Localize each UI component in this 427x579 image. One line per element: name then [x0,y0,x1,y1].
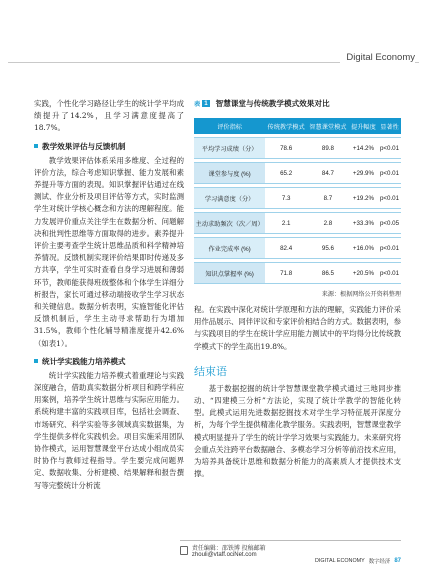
table-cell: 8.7 [307,187,349,209]
table-caption [194,98,401,109]
table-source-note: 来源：根据网络公开资料整理 [321,291,401,298]
left-paragraph-2: 教学效果评估体系采用多维度、全过程的评价方法，综合考虑知识掌握、能力发展和素养提升等方面的表现。知识掌握评估通过在线测试、作业分析及项目评估等方式，实时监测学生对统计学核心概念和方法的理解程度。能力发展评价重点关注学生在数据分析、问题解决和批判性思维等方面取得的进步。素养提升评价主要考查学生统计思维品质和科学精神培养情况。反馈机制实现评价结果即时传递及多方共享，学生可实时查看自身学习进展和薄弱环节，教师能获得班级整体和个体学生详细分析报告，家长可通过移动端接收学生学习状态和关键信息。数据分析表明，实施智能化评估反馈机制后，学生主动寻求帮助行为增加31.5%，教师个性化辅导精准度提升42.6%（如表1）。 [34,155,184,348]
table-cell: p<0.05 [378,212,401,234]
table-cell: +16.0% [349,237,378,259]
table-cell: 71.8 [265,262,307,284]
table-cell: 82.4 [265,237,307,259]
table-cell: +29.9% [349,162,378,184]
table-row [194,137,401,159]
editor-credit-text: 责任编辑：邵铁博 投稿邮箱 zhouli@vtaff.ociNet.com [191,546,266,558]
page-number: 87 [394,558,401,564]
table-cell: 89.8 [307,137,349,159]
table-header-cell: 传统教学模式 [265,118,307,134]
journal-header-title: Digital Economy [340,52,415,63]
right-paragraph-1: 程。在实践中深化对统计学原理和方法的理解，实践能力评价采用作品展示、同伴评议和专家评价相结合的方式。数据表明，参与实践项目的学生在统计学应用能力测试中的平均得分比传统教学模式下的学生高出19.8%。 [194,305,401,351]
table-cell: 78.6 [265,137,307,159]
bullet-square-icon [34,359,38,363]
table-cell: +19.2% [349,187,378,209]
table-header-cell: 显著性 [378,118,401,134]
table-cell: p<0.01 [378,162,401,184]
editor-credit [180,543,310,558]
table-row [194,262,401,284]
row-label: 知识点掌握率 (%) [194,262,265,284]
table-cell: +33.3% [349,212,378,234]
comparison-table [194,115,401,287]
table-header-cell: 提升幅度 [349,118,378,134]
table-cell: 2.8 [307,212,349,234]
table-cell: 65.2 [265,162,307,184]
pen-icon [180,546,188,555]
table-tag: 表 [194,101,201,108]
table-row [194,212,401,234]
page-footer [315,557,401,565]
footer-rule [180,540,401,541]
left-paragraph-1: 实践，个性化学习路径让学生的统计学平均成绩提升了14.2%，且学习满意度提高了18.7%。 [34,99,184,133]
table-cell: p<0.01 [378,262,401,284]
table-cell: +20.5% [349,262,378,284]
table-cell: p<0.01 [378,187,401,209]
row-label: 课堂参与度 (%) [194,162,265,184]
table-cell: p<0.01 [378,237,401,259]
left-paragraph-3: 统计学实践能力培养模式着重理论与实践深度融合，借助真实数据分析项目和跨学科应用案例，培养学生统计思维与实际应用能力。系统构建丰富的实践项目库，包括社会调查、市场研究、科学实验等多领域真实数据集，为学生提供多样化实践机会。项目实施采用团队协作模式，运用智慧课堂平台达成小组成员实时协作与教师过程指导。学生要完成问题界定、数据收集、分析建模、结果解释和报告撰写等完整统计分析流 [34,370,184,490]
left-column [34,98,184,492]
section-heading-conclusion: 结束语 [194,365,227,378]
table-cell: 86.5 [307,262,349,284]
right-paragraph-2: 基于数据挖掘的统计学智慧课堂教学模式通过三地同步推动、“四建模三分析”方法论，实现了统计学教学的智能化转型。此模式运用先进数据挖掘技术对学生学习特征展开深度分析，为每个学生提供精准化教学服务。实践表明，智慧课堂教学模式明显提升了学生的统计学学习效果与实践能力。未来研究将会重点关注跨平台数据融合、多模态学习分析等前沿技术应用，为培养具备统计思维和数据分析能力的高素质人才提供技术支撑。 [194,383,401,479]
row-label: 平均学习成绩（分） [194,137,265,159]
row-label: 主动求助频次（次／周） [194,212,265,234]
table-header-cell: 评价指标 [194,118,265,134]
journal-name-cn: 数字经济 [368,559,391,565]
table-cell: 84.7 [307,162,349,184]
table-row [194,162,401,184]
table-cell: 95.6 [307,237,349,259]
subheading-evaluation [34,141,184,152]
subheading-evaluation-text: 教学效果评估与反馈机制 [42,141,126,151]
row-label: 学习满意度（分） [194,187,265,209]
table-cell: 2.1 [265,212,307,234]
table-row [194,187,401,209]
table-number: 1 [204,100,208,107]
subheading-practice-text: 统计学实践能力培养模式 [42,356,126,366]
table-row [194,237,401,259]
bullet-square-icon [34,144,38,148]
row-label: 作业完成率 (%) [194,237,265,259]
table-cell: p<0.01 [378,137,401,159]
journal-name-en: DIGITAL ECONOMY [315,558,365,564]
table-cell: +14.2% [349,137,378,159]
table-header-row [194,118,401,134]
table-caption-text: 智慧课堂与传统教学模式效果对比 [215,99,330,108]
subheading-practice [34,356,184,367]
table-header-cell: 智慧课堂模式 [307,118,349,134]
right-column [194,98,401,480]
table-cell: 7.3 [265,187,307,209]
